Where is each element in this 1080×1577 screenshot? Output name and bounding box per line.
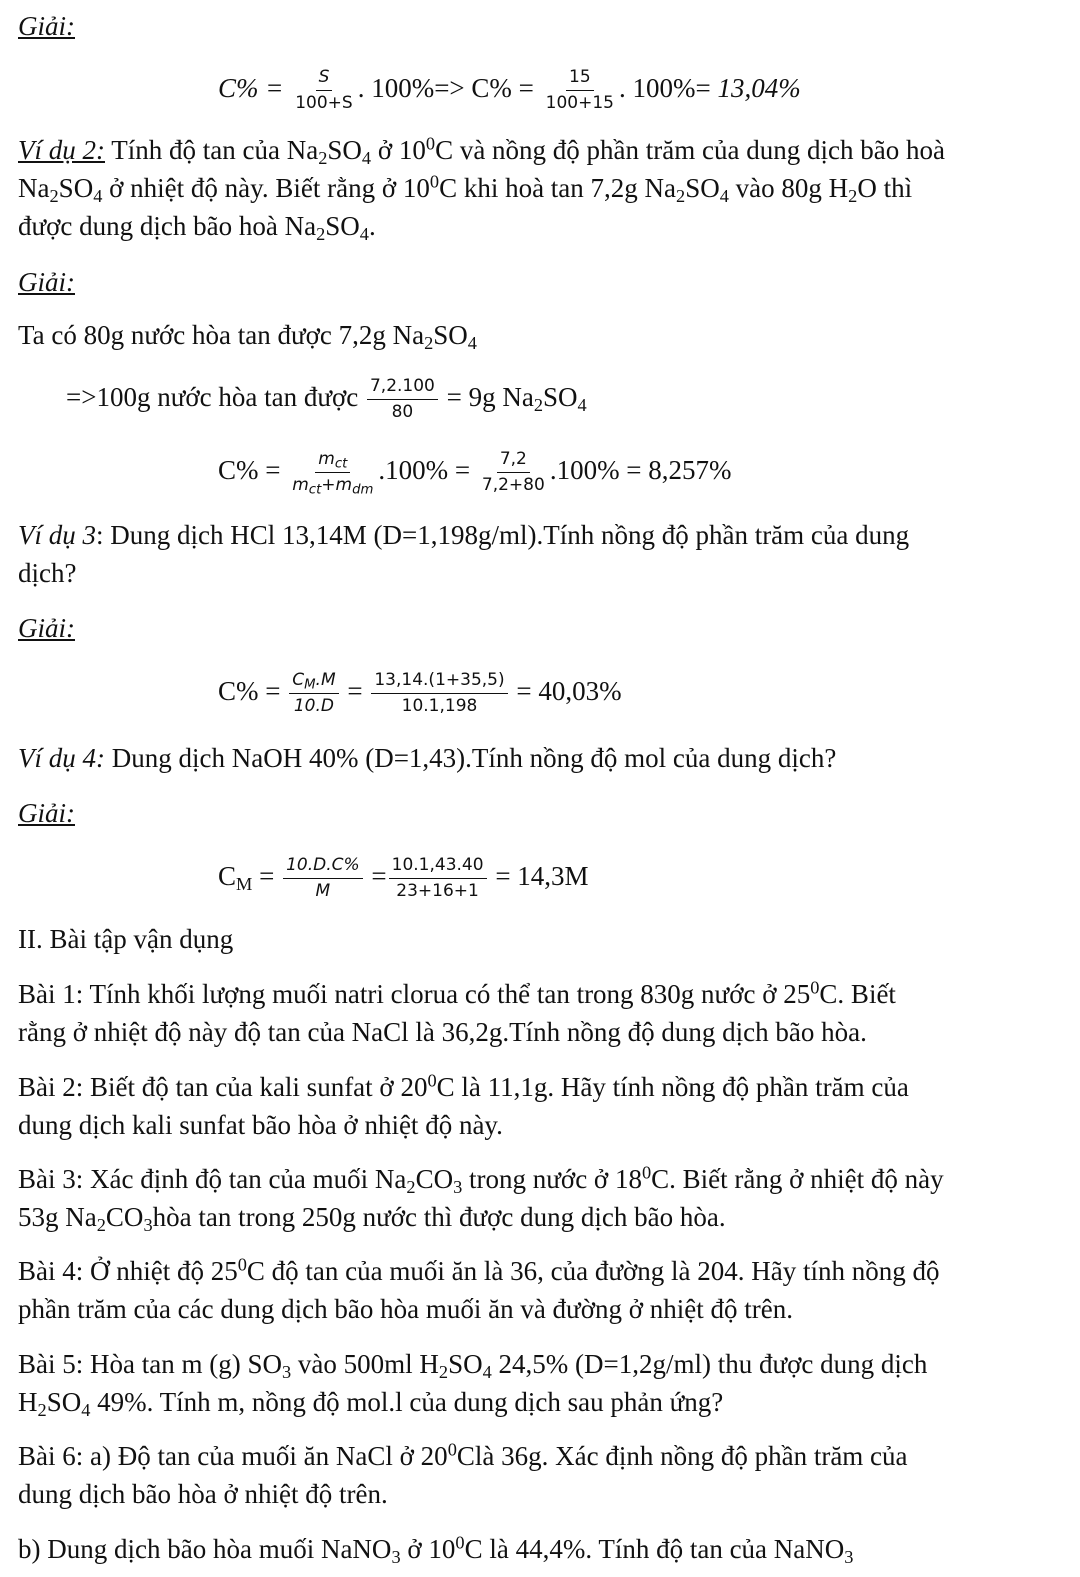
text: Bài 5: Hòa tan m (g) SO — [18, 1349, 282, 1379]
text: 49%. Tính m, nồng độ mol.l của dung dịch sau phản ứng? — [90, 1387, 724, 1417]
text: C là 44,4%. Tính độ tan của NaNO — [464, 1534, 845, 1564]
subscript: 2 — [96, 1215, 106, 1236]
text: SO — [685, 173, 720, 203]
subscript: 2 — [49, 186, 59, 207]
formula-1 — [218, 66, 801, 114]
numerator: 10.D.C% — [283, 855, 363, 879]
text: . 100%= — [618, 73, 718, 103]
text: Bài 6: a) Độ tan của muối ăn NaCl ở 20 — [18, 1441, 448, 1471]
text: Giải: — [18, 267, 75, 297]
fraction — [367, 376, 438, 423]
subscript: 4 — [467, 333, 477, 354]
paragraph-line — [18, 133, 945, 167]
denominator: 80 — [391, 402, 414, 423]
subscript: 2 — [676, 186, 686, 207]
subscript: 2 — [533, 395, 544, 416]
text: vào 80g H — [728, 173, 849, 203]
subscript: dm — [352, 482, 374, 498]
text: Na — [18, 173, 50, 203]
text: dịch? — [18, 558, 77, 588]
text: C là 11,1g. Hãy tính nồng độ phần trăm của — [436, 1072, 909, 1102]
subscript: 4 — [93, 186, 103, 207]
section-heading — [18, 922, 233, 956]
subscript: 2 — [318, 148, 328, 169]
text: Bài 4: Ở nhiệt độ 25 — [18, 1256, 238, 1286]
text: C và nồng độ phần trăm của dung dịch bão hoà — [435, 135, 945, 165]
subscript: M — [236, 874, 253, 895]
text: SO — [58, 173, 94, 203]
exercise-line — [18, 977, 896, 1011]
fraction — [292, 67, 355, 114]
text: trong nước ở 18 — [462, 1164, 642, 1194]
superscript: 0 — [237, 1254, 247, 1275]
denominator: 10.D — [293, 696, 334, 717]
subscript: 2 — [37, 1400, 47, 1421]
fraction — [389, 855, 487, 902]
text: Tính độ tan của Na — [105, 135, 319, 165]
text: C. Biết rằng ở nhiệt độ này — [651, 1164, 944, 1194]
denominator: 10.1,198 — [401, 696, 478, 717]
subscript: ct — [308, 482, 322, 498]
paragraph-line — [18, 209, 376, 243]
numerator: S — [316, 67, 333, 91]
text: C% = — [218, 73, 284, 103]
paragraph-line — [18, 318, 477, 352]
fraction — [283, 855, 363, 902]
text: Ta có 80g nước hòa tan được 7,2g Na — [18, 320, 425, 350]
text: O thì — [857, 173, 913, 203]
text: SO — [433, 320, 468, 350]
text: ở 10 — [371, 135, 426, 165]
subscript: 4 — [577, 395, 587, 416]
superscript: 0 — [429, 171, 440, 192]
formula-5 — [218, 851, 589, 902]
denominator: 100+15 — [545, 93, 614, 114]
text: rằng ở nhiệt độ này độ tan của NaCl là 36,2g.Tính nồng độ dung dịch bão hòa. — [18, 1017, 867, 1047]
exercise-line — [18, 1200, 726, 1234]
text: SO — [543, 382, 578, 412]
fraction — [543, 67, 617, 114]
text: . — [368, 211, 376, 241]
text: SO — [46, 1387, 82, 1417]
subscript: 3 — [844, 1547, 854, 1568]
subscript: 3 — [391, 1547, 401, 1568]
exercise-line — [18, 1532, 853, 1566]
text: =>100g nước hòa tan được — [66, 382, 365, 412]
symbol: m — [335, 475, 353, 496]
paragraph-line — [18, 741, 836, 775]
text: b) Dung dịch bão hòa muối NaNO — [18, 1534, 392, 1564]
formula-3 — [218, 445, 732, 496]
superscript: 0 — [447, 1439, 457, 1460]
example-label: Ví dụ 3 — [18, 520, 96, 550]
example-label: Ví dụ 2: — [18, 135, 105, 165]
text: 53g Na — [18, 1202, 97, 1232]
operator: = — [340, 676, 370, 706]
text: Giải: — [18, 613, 75, 643]
exercise-line — [18, 1254, 939, 1288]
fraction — [289, 449, 376, 496]
heading-giai — [18, 611, 75, 645]
subscript: ct — [334, 456, 348, 472]
heading-giai — [18, 265, 75, 299]
text: dung dịch bão hòa ở nhiệt độ trên. — [18, 1479, 388, 1509]
numerator — [315, 449, 350, 473]
text: ở 10 — [400, 1534, 456, 1564]
subscript: 4 — [359, 224, 369, 245]
text: Clà 36g. Xác định nồng độ phần trăm của — [456, 1441, 908, 1471]
text: = 40,03% — [509, 676, 622, 706]
text: Giải: — [18, 798, 75, 828]
subscript: 2 — [848, 186, 858, 207]
subscript: 3 — [281, 1362, 292, 1383]
superscript: 0 — [427, 1070, 437, 1091]
exercise-line — [18, 1070, 909, 1104]
text: . 100%=> C% = — [357, 73, 534, 103]
text: C% = — [218, 455, 288, 485]
exercise-line — [18, 1477, 388, 1511]
text: phần trăm của các dung dịch bão hòa muối ăn và đường ở nhiệt độ trên. — [18, 1294, 793, 1324]
text: C. Biết — [819, 979, 896, 1009]
text: Giải: — [18, 11, 75, 41]
formula-4 — [218, 666, 622, 717]
text: SO — [448, 1349, 483, 1379]
denominator: M — [315, 881, 331, 902]
exercise-line — [18, 1108, 503, 1142]
superscript: 0 — [641, 1162, 652, 1183]
numerator: 7,2.100 — [367, 376, 438, 400]
operator: + — [321, 475, 336, 496]
text: = 14,3M — [488, 861, 589, 891]
heading-giai — [18, 796, 75, 830]
denominator — [289, 473, 376, 496]
operator: = — [252, 861, 282, 891]
subscript: 3 — [453, 1177, 463, 1198]
text: C% = — [218, 676, 288, 706]
numerator — [289, 670, 338, 694]
text: vào 500ml H — [291, 1349, 439, 1379]
text: ở nhiệt độ này. Biết rằng ở 10 — [102, 173, 430, 203]
heading-giai — [18, 9, 75, 43]
text: Bài 3: Xác định độ tan của muối Na — [18, 1164, 407, 1194]
text: 24,5% (D=1,2g/ml) thu được dung dịch — [491, 1349, 928, 1379]
subscript: 2 — [438, 1362, 449, 1383]
exercise-line — [18, 1292, 793, 1326]
symbol: m — [318, 449, 335, 470]
subscript: 4 — [361, 148, 372, 169]
subscript: 2 — [316, 224, 326, 245]
superscript: 0 — [810, 977, 820, 998]
symbol: m — [292, 475, 309, 496]
exercise-line — [18, 1439, 908, 1473]
subscript: 2 — [424, 333, 434, 354]
text: C độ tan của muối ăn là 36, của đường là 204. Hãy tính nồng độ — [246, 1256, 940, 1286]
text: dung dịch kali sunfat bão hòa ở nhiệt độ này. — [18, 1110, 503, 1140]
text: SO — [327, 135, 362, 165]
denominator: 23+16+1 — [396, 881, 479, 902]
fraction — [289, 670, 338, 717]
subscript: 4 — [482, 1362, 492, 1383]
text: SO — [325, 211, 360, 241]
text: H — [18, 1387, 38, 1417]
symbol: C — [218, 861, 237, 891]
denominator: 100+S — [295, 93, 353, 114]
exercise-line — [18, 1385, 723, 1419]
subscript: 2 — [406, 1177, 416, 1198]
text: Bài 2: Biết độ tan của kali sunfat ở 20 — [18, 1072, 428, 1102]
exercise-line — [18, 1347, 927, 1381]
text: Dung dịch NaOH 40% (D=1,43).Tính nồng độ mol của dung dịch? — [105, 743, 837, 773]
text: II. Bài tập vận dụng — [18, 924, 234, 954]
numerator: 15 — [566, 67, 594, 91]
denominator: 7,2+80 — [481, 475, 545, 496]
numerator: 7,2 — [497, 449, 530, 473]
fraction — [479, 449, 548, 496]
paragraph-line — [18, 518, 909, 552]
text: .100% = 8,257% — [549, 455, 732, 485]
text: : Dung dịch HCl 13,14M (D=1,198g/ml).Tính nồng độ phần trăm của dung — [96, 520, 910, 550]
numerator: 10.1,43.40 — [389, 855, 487, 879]
exercise-line — [18, 1015, 867, 1049]
symbol: .M — [315, 670, 336, 691]
fraction — [371, 670, 507, 717]
text: hòa tan trong 250g nước thì được dung dịch bão hòa. — [152, 1202, 726, 1232]
subscript: 4 — [719, 186, 729, 207]
subscript: 3 — [143, 1215, 153, 1236]
superscript: 0 — [455, 1532, 465, 1553]
text: = 9g Na — [439, 382, 534, 412]
paragraph-line — [18, 171, 912, 205]
formula-2 — [66, 374, 587, 423]
text: C khi hoà tan 7,2g Na — [439, 173, 677, 203]
text: CO — [105, 1202, 144, 1232]
text: CO — [415, 1164, 454, 1194]
numerator: 13,14.(1+35,5) — [371, 670, 507, 694]
symbol: C — [292, 670, 305, 691]
paragraph-line — [18, 556, 76, 590]
result: 13,04% — [717, 73, 801, 103]
example-label: Ví dụ 4: — [18, 743, 105, 773]
text: được dung dịch bão hoà Na — [18, 211, 317, 241]
exercise-line — [18, 1162, 944, 1196]
superscript: 0 — [425, 133, 436, 154]
text: Bài 1: Tính khối lượng muối natri clorua có thể tan trong 830g nước ở 25 — [18, 979, 811, 1009]
subscript: 4 — [81, 1400, 91, 1421]
text: .100% = — [378, 455, 477, 485]
operator: = — [364, 861, 387, 891]
subscript: M — [304, 677, 316, 693]
